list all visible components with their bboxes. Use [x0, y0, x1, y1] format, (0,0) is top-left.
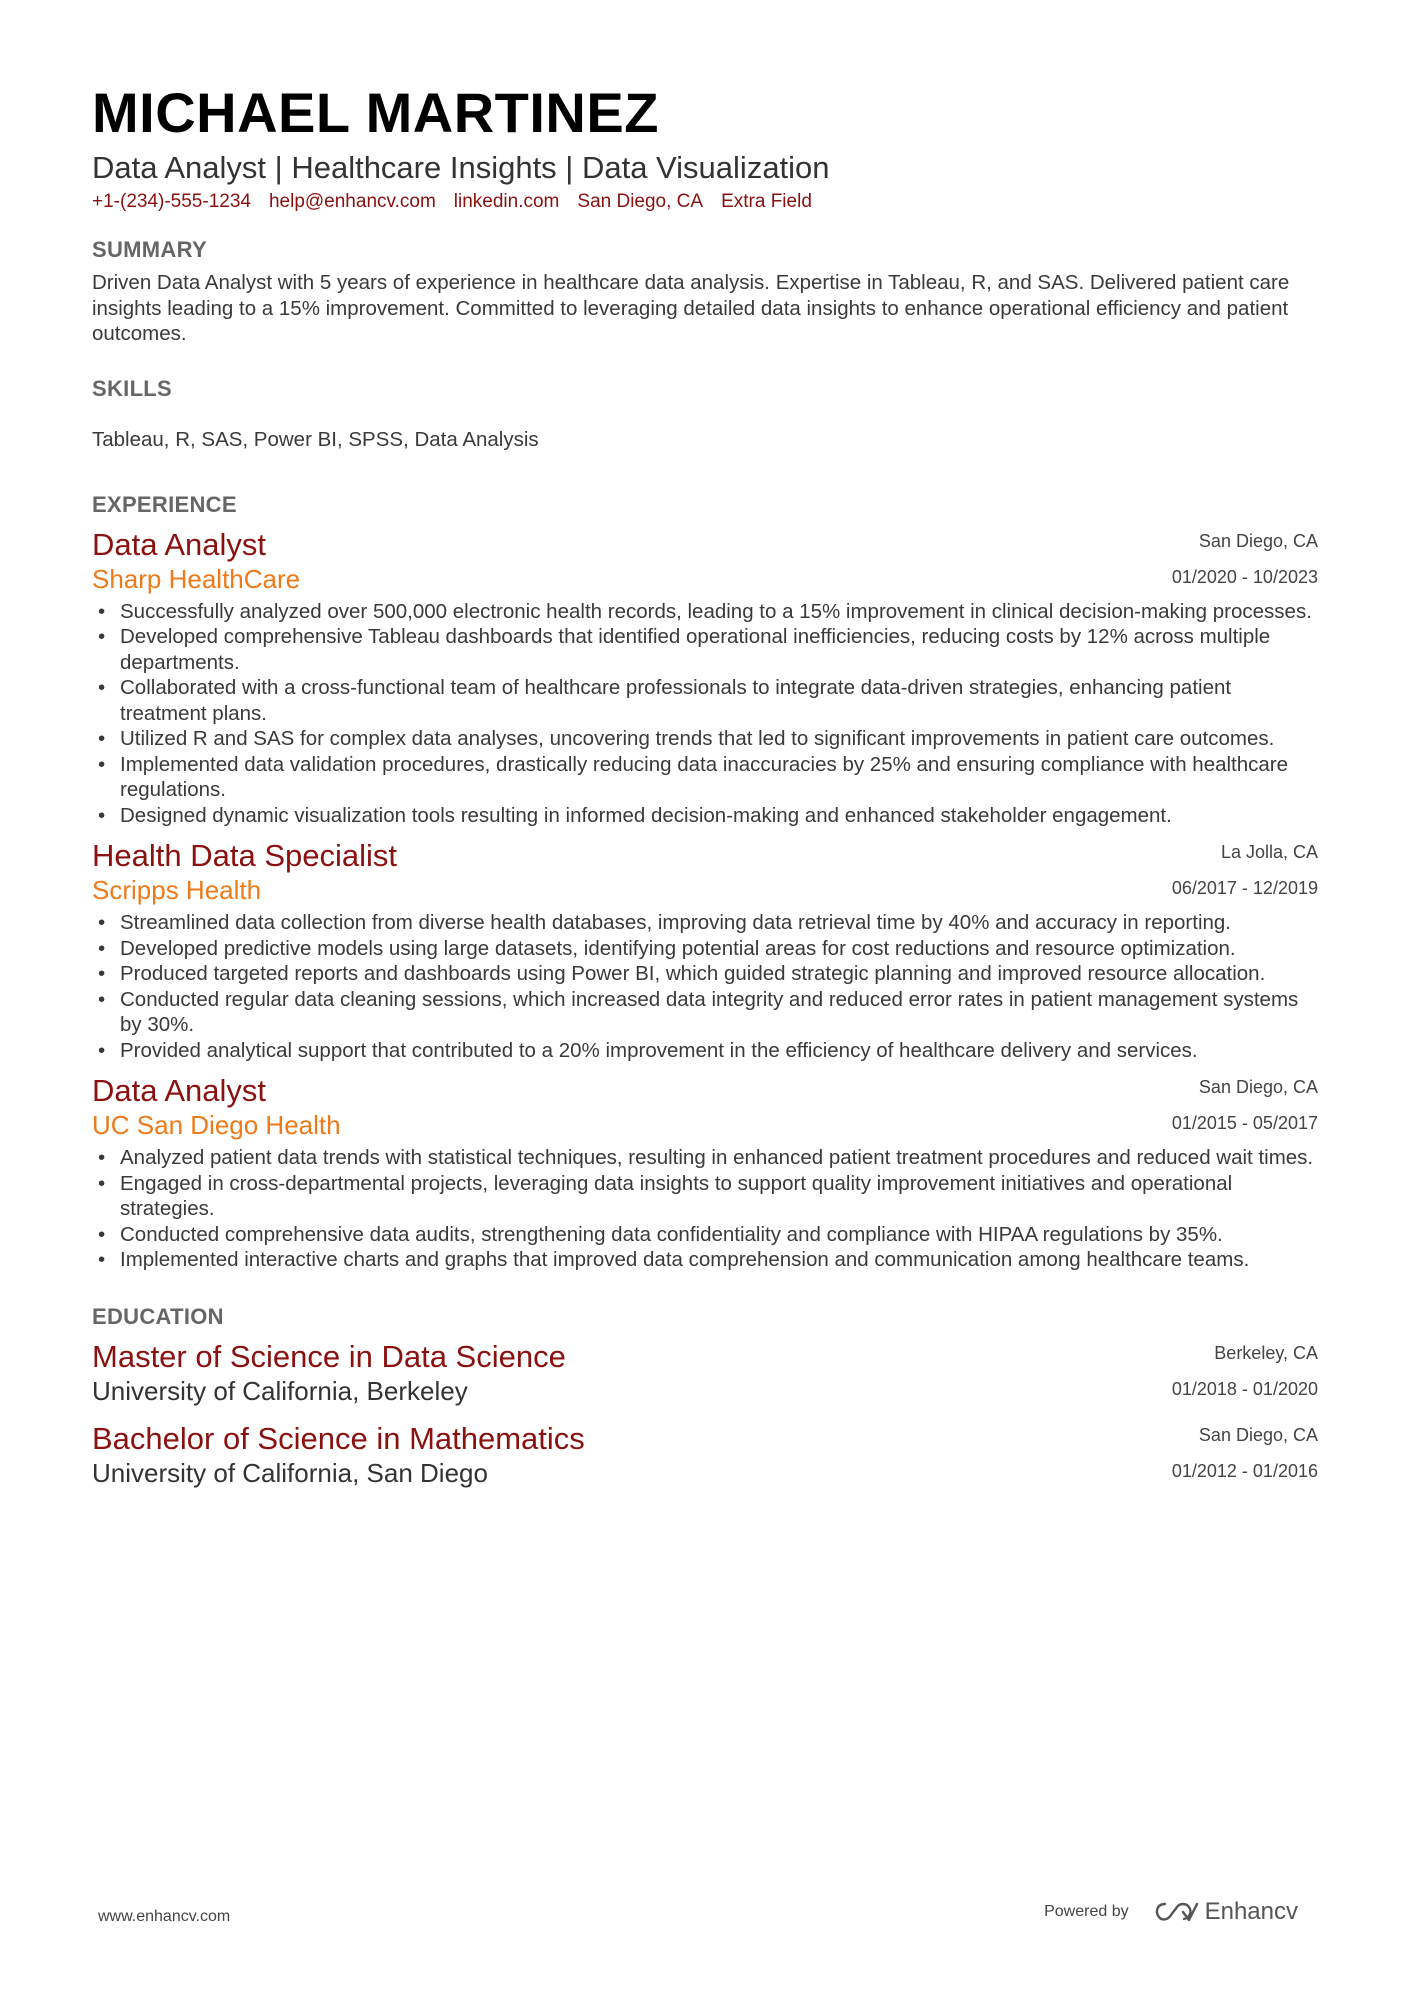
candidate-name: MICHAEL MARTINEZ: [92, 81, 659, 144]
list-item: • Engaged in cross-departmental projects, leveraging data insights to support quality improvement initiatives and operational strategies.: [92, 1171, 1318, 1222]
list-item: • Utilized R and SAS for complex data analyses, uncovering trends that led to significant improvements in patient care outcomes.: [92, 726, 1318, 752]
education-entry-header: [92, 1421, 1318, 1489]
experience-section: [92, 491, 1318, 1273]
job-meta: [1172, 838, 1318, 900]
footer-website[interactable]: www.enhancv.com: [98, 1908, 231, 1925]
job-bullets: [92, 1145, 1318, 1273]
education-dates: 01/2012 - 01/2016: [1171, 1460, 1318, 1481]
contact-extra-field: Extra Field: [721, 191, 812, 212]
experience-entry-header: [92, 838, 1318, 906]
list-item: • Designed dynamic visualization tools resulting in informed decision-making and enhanced stakeholder engagement.: [92, 803, 1318, 829]
education-entry: [92, 1421, 1318, 1489]
list-item: • Provided analytical support that contributed to a 20% improvement in the efficiency of healthcare delivery and services.: [92, 1038, 1318, 1064]
experience-entry: [92, 1073, 1318, 1273]
summary-heading: SUMMARY: [92, 237, 207, 262]
contact-list: [92, 190, 1318, 214]
education-heading: EDUCATION: [92, 1303, 224, 1329]
summary-section: [92, 236, 1318, 347]
company-name: Sharp HealthCare: [92, 563, 301, 594]
powered-by-label: Powered by: [1044, 1903, 1129, 1920]
experience-entry-header: [92, 527, 1318, 595]
education-entry: [92, 1339, 1318, 1407]
list-item: • Conducted regular data cleaning sessions, which increased data integrity and reduced error rates in patient management systems by 30%.: [92, 987, 1318, 1038]
list-item: • Produced targeted reports and dashboards using Power BI, which guided strategic planning and improved resource allocation.: [92, 961, 1318, 987]
education-meta: [1172, 1421, 1318, 1483]
job-meta: [1172, 1073, 1318, 1135]
list-item: • Implemented interactive charts and graphs that improved data comprehension and communication among healthcare teams.: [92, 1247, 1318, 1273]
degree-title: Bachelor of Science in Mathematics: [92, 1420, 585, 1456]
list-item: • Successfully analyzed over 500,000 electronic health records, leading to a 15% improvement in clinical decision-making processes.: [92, 599, 1318, 625]
job-location: La Jolla, CA: [1220, 842, 1318, 862]
company-name: Scripps Health: [92, 875, 262, 905]
education-entry-header: [92, 1339, 1318, 1407]
job-title: Health Data Specialist: [92, 838, 397, 873]
brand-name: Enhancv: [1204, 1898, 1298, 1925]
school-name: University of California, Berkeley: [92, 1375, 468, 1406]
job-location: San Diego, CA: [1198, 530, 1318, 551]
experience-heading: EXPERIENCE: [92, 491, 237, 517]
experience-entry: [92, 527, 1318, 829]
list-item: • Implemented data validation procedures, drastically reducing data inaccuracies by 25% and ensuring compliance with healthcare regulations.: [92, 752, 1318, 803]
list-item: • Streamlined data collection from diverse health databases, improving data retrieval time by 40% and accuracy in reporting.: [92, 910, 1318, 936]
contact-phone[interactable]: +1-(234)-555-1234: [92, 191, 251, 212]
experience-entry: [92, 838, 1318, 1063]
job-meta: [1172, 527, 1318, 589]
school-location: Berkeley, CA: [1214, 1342, 1318, 1363]
list-item: • Collaborated with a cross-functional team of healthcare professionals to integrate data-driven strategies, enhancing patient treatment plans.: [92, 675, 1318, 726]
list-item: • Analyzed patient data trends with statistical techniques, resulting in enhanced patient treatment procedures and reduced wait times.: [92, 1145, 1318, 1171]
job-dates: 01/2015 - 05/2017: [1171, 1113, 1318, 1133]
job-title: Data Analyst: [92, 526, 267, 562]
job-dates: 06/2017 - 12/2019: [1171, 878, 1318, 898]
skills-text: Tableau, R, SAS, Power BI, SPSS, Data Analysis: [92, 427, 539, 451]
skills-section: [92, 375, 1318, 453]
contact-email[interactable]: help@enhancv.com: [268, 191, 436, 212]
job-bullets: [92, 599, 1318, 829]
list-item: • Developed comprehensive Tableau dashboards that identified operational inefficiencies, reducing costs by 12% across multiple departments.: [92, 624, 1318, 675]
job-dates: 01/2020 - 10/2023: [1171, 566, 1318, 587]
experience-entry-header: [92, 1073, 1318, 1141]
school-name: University of California, San Diego: [92, 1457, 488, 1488]
enhancv-logo-icon: [1153, 1900, 1199, 1924]
list-item: • Conducted comprehensive data audits, strengthening data confidentiality and compliance with HIPAA regulations by 35%.: [92, 1222, 1318, 1248]
resume-header: [92, 0, 1318, 214]
education-meta: [1172, 1339, 1318, 1401]
contact-linkedin[interactable]: linkedin.com: [453, 191, 560, 212]
education-dates: 01/2018 - 01/2020: [1171, 1378, 1318, 1399]
candidate-title: Data Analyst | Healthcare Insights | Data Visualization: [92, 150, 830, 185]
school-location: San Diego, CA: [1198, 1424, 1318, 1445]
enhancv-brand[interactable]: [1153, 1898, 1298, 1926]
job-bullets: [92, 910, 1318, 1063]
contact-location: San Diego, CA: [577, 191, 704, 212]
footer-branding: [1044, 1898, 1298, 1926]
skills-heading: SKILLS: [92, 375, 173, 401]
summary-text: Driven Data Analyst with 5 years of experience in healthcare data analysis. Expertise in Tableau, R, and SAS. Delivered patient care insights leading to a 15% improvement. Committed to leveraging detailed data insights to enhance operational efficiency and patient outcomes.: [92, 271, 1290, 345]
degree-title: Master of Science in Data Science: [92, 1338, 566, 1374]
list-item: • Developed predictive models using large datasets, identifying potential areas for cost reductions and resource optimization.: [92, 936, 1318, 962]
education-section: [92, 1303, 1318, 1489]
job-title: Data Analyst: [92, 1073, 267, 1108]
job-location: San Diego, CA: [1198, 1077, 1318, 1097]
company-name: UC San Diego Health: [92, 1110, 341, 1140]
